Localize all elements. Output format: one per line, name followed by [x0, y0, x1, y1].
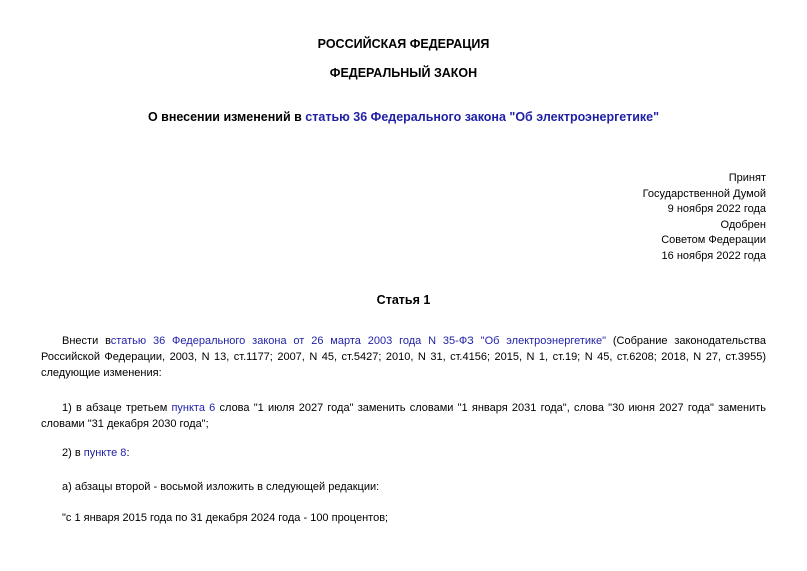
- paragraph-quote-line: "с 1 января 2015 года по 31 декабря 2024 года - 100 процентов;: [62, 512, 389, 524]
- item-1-tail: слова "1 июля 2027 года" заменить словами "1 января 2031 года", слова "30 июня 2027 года" заменить: [215, 402, 766, 414]
- adoption-line-adopted: Принят: [728, 172, 766, 184]
- law-title-prefix: О внесении изменений в: [147, 110, 306, 124]
- adoption-line-duma-date: 9 ноября 2022 года: [667, 203, 766, 215]
- adoption-line-duma: Государственной Думой: [642, 187, 766, 200]
- intro-lead: Внести в: [62, 335, 111, 347]
- intro-law-link[interactable]: статью 36 Федерального закона от 26 марта 2003 года N 35-ФЗ "Об электроэнергетике": [110, 335, 607, 347]
- paragraph-item-1-line-2: словами "31 декабря 2030 года";: [41, 418, 209, 430]
- paragraph-item-2: [41, 445, 766, 461]
- adoption-block: [643, 171, 766, 264]
- article-heading: Статья 1: [376, 293, 431, 307]
- item-2-link[interactable]: пункте 8: [83, 447, 127, 459]
- paragraph-intro: [41, 333, 766, 381]
- paragraph-item-1: [41, 400, 766, 432]
- law-title: [0, 110, 807, 124]
- paragraph-intro-line-3: следующие изменения:: [41, 367, 162, 379]
- paragraph-item-2-line: [41, 445, 766, 461]
- paragraph-intro-line-2: Российской Федерации, 2003, N 13, ст.1177; 2007, N 45, ст.5427; 2010, N 31, ст.4156; 2015, N 1, ст.19; N 45, ст.6208; 2018, N 27, ст.3955): [41, 351, 766, 363]
- item-2-tail: :: [126, 447, 130, 459]
- adoption-line-approved: Одобрен: [720, 218, 766, 231]
- item-1-lead: 1) в абзаце третьем: [62, 402, 172, 414]
- intro-tail: (Собрание законодательства: [606, 335, 766, 347]
- paragraph-subitem-a-line: а) абзацы второй - восьмой изложить в следующей редакции:: [62, 481, 380, 493]
- law-title-link[interactable]: статью 36 Федерального закона "Об электроэнергетике": [305, 110, 660, 124]
- paragraph-item-1-line-1: [41, 400, 766, 416]
- paragraph-quote: [41, 510, 766, 526]
- country-heading: РОССИЙСКАЯ ФЕДЕРАЦИЯ: [317, 37, 490, 51]
- paragraph-intro-line-1: [41, 333, 766, 349]
- item-1-link[interactable]: пункта 6: [171, 402, 216, 414]
- paragraph-subitem-a: [41, 479, 766, 495]
- item-2-lead: 2) в: [62, 447, 84, 459]
- adoption-line-council-date: 16 ноября 2022 года: [661, 249, 766, 262]
- adoption-line-council: Советом Федерации: [661, 234, 766, 246]
- doc-type-heading: ФЕДЕРАЛЬНЫЙ ЗАКОН: [329, 66, 478, 80]
